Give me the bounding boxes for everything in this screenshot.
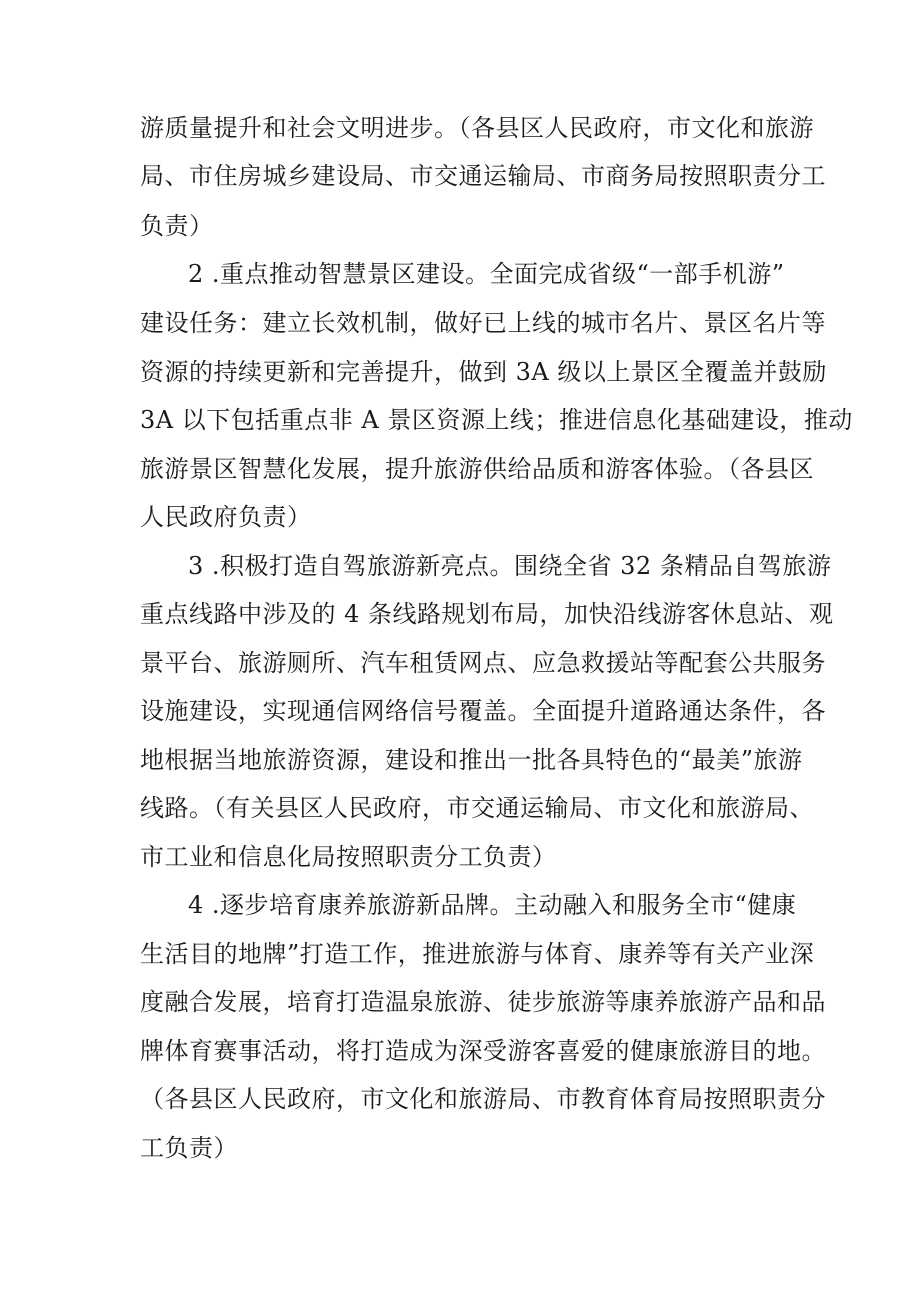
text-line: 地根据当地旅游资源，建设和推出一批各具特色的“最美”旅游 xyxy=(140,746,803,774)
text-line: 线路。（有关县区人民政府，市交通运输局、市文化和旅游局、 xyxy=(140,794,814,822)
text-line: 生活目的地牌”打造工作，推进旅游与体育、康养等有关产业深 xyxy=(140,940,815,968)
text-line: 牌体育赛事活动，将打造成为深受游客喜爱的健康旅游目的地。 xyxy=(140,1037,826,1065)
text-line: 资源的持续更新和完善提升，做到 3A 级以上景区全覆盖并鼓励 xyxy=(140,358,827,386)
text-line: 人民政府负责） xyxy=(140,503,312,531)
text-line: 市工业和信息化局按照职责分工负责） xyxy=(140,843,557,871)
text-line: 游质量提升和社会文明进步。（各县区人民政府，市文化和旅游 xyxy=(140,114,814,142)
text-line: 局、市住房城乡建设局、市交通运输局、市商务局按照职责分工 xyxy=(140,162,826,190)
text-line: 设施建设，实现通信网络信号覆盖。全面提升道路通达条件，各 xyxy=(140,697,826,725)
text-line: 负责） xyxy=(140,212,214,240)
text-line: 建设任务：建立长效机制，做好已上线的城市名片、景区名片等 xyxy=(140,309,826,337)
item-2-heading-line: 2 .重点推动智慧景区建设。全面完成省级“一部手机游” xyxy=(188,260,785,288)
text-line: 3A 以下包括重点非 A 景区资源上线；推进信息化基础建设，推动 xyxy=(140,406,853,434)
text-line: 工负责） xyxy=(140,1134,238,1162)
text-line: 旅游景区智慧化发展，提升旅游供给品质和游客体验。（各县区 xyxy=(140,455,814,483)
item-4-heading-line: 4 .逐步培育康养旅游新品牌。主动融入和服务全市“健康 xyxy=(188,891,797,919)
item-3-heading-line: 3 .积极打造自驾旅游新亮点。围绕全省 32 条精品自驾旅游 xyxy=(188,552,832,580)
text-line: 重点线路中涉及的 4 条线路规划布局，加快沿线游客休息站、观 xyxy=(140,600,834,628)
text-line: 度融合发展，培育打造温泉旅游、徒步旅游等康养旅游产品和品 xyxy=(140,988,826,1016)
text-line: （各县区人民政府，市文化和旅游局、市教育体育局按照职责分 xyxy=(140,1085,826,1113)
text-line: 景平台、旅游厕所、汽车租赁网点、应急救援站等配套公共服务 xyxy=(140,649,826,677)
